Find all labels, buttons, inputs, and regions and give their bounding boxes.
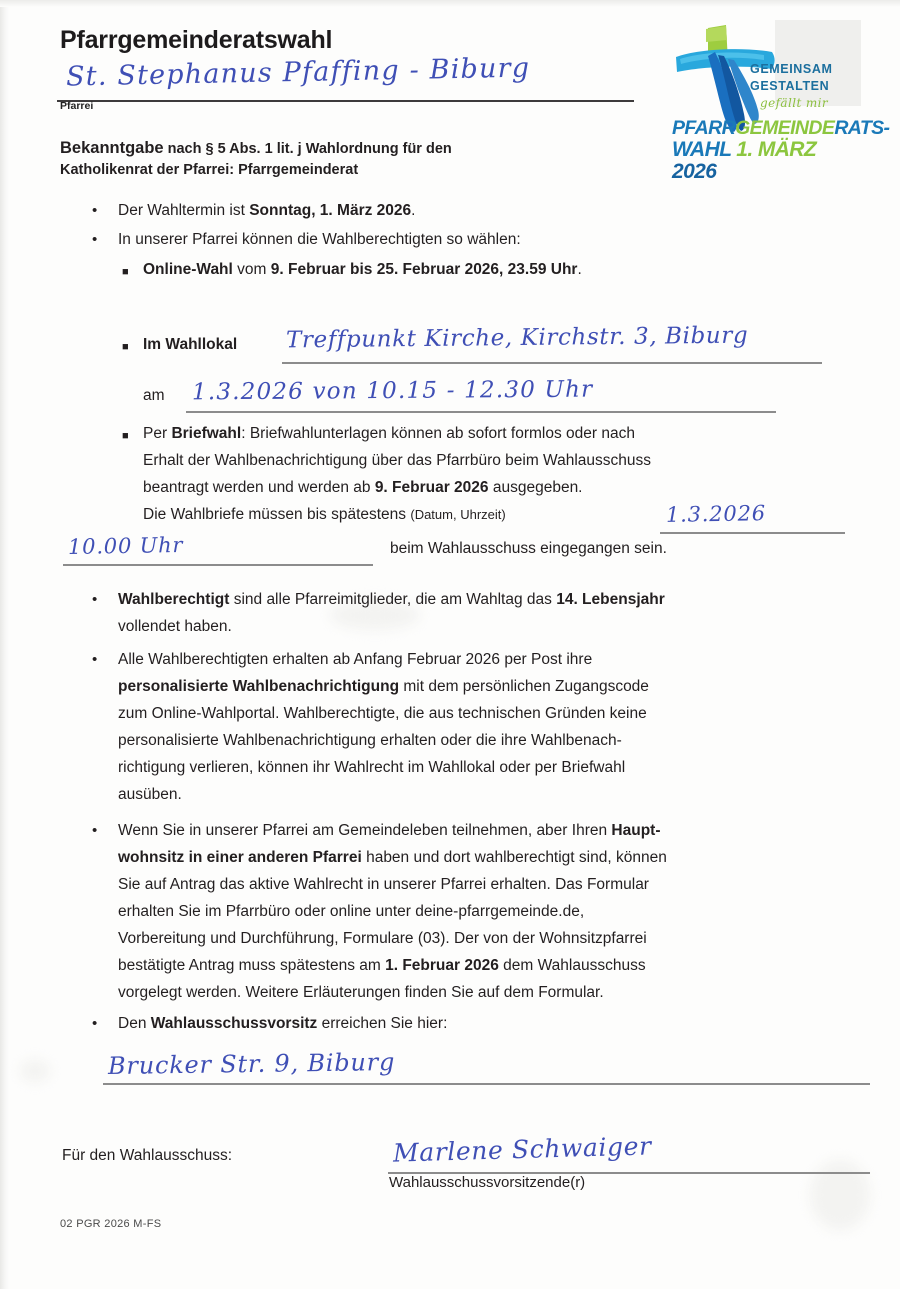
vorsitz-contact-handwritten: Brucker Str. 9, Biburg: [107, 1047, 396, 1081]
logo-headline-line1: [672, 117, 890, 139]
announcement-lead-rest: nach § 5 Abs. 1 lit. j Wahlordnung für den: [163, 141, 452, 157]
vorsitz-suffix: erreichen Sie hier:: [317, 1015, 448, 1032]
list-item-wahlberechtigt: [118, 587, 665, 612]
bullet-square: ■: [122, 430, 129, 442]
briefwahl-line1: : Briefwahlunterlagen können ab sofort formlos oder nach: [241, 425, 635, 442]
logo-headline-line2: [672, 139, 862, 183]
haupt-line6-pre: bestätigte Antrag muss spätestens am: [118, 957, 386, 974]
list-item-vorsitz: [118, 1011, 447, 1036]
signature-caption: Wahlausschussvorsitzende(r): [389, 1174, 586, 1191]
bullet-square: ■: [122, 341, 129, 353]
briefwahl-time-handwritten: 10.00 Uhr: [67, 532, 184, 560]
parish-field-rule: [57, 100, 634, 102]
campaign-logo: [672, 14, 890, 183]
parish-field-label: Pfarrei: [60, 100, 94, 112]
online-wahl-mid: vom: [232, 261, 271, 278]
post-line4: personalisierte Wahlbenachrichtigung erhalten oder die ihre Wahlbenach-: [118, 732, 622, 749]
vorsitz-contact-rule: [103, 1083, 870, 1085]
post-notification-label: personalisierte Wahlbenachrichtigung: [118, 678, 400, 695]
scan-blotch: [810, 1160, 870, 1230]
post-line5: richtigung verlieren, können ihr Wahlrecht im Wahllokal oder per Briefwahl: [118, 759, 626, 776]
wahltermin-date: Sonntag, 1. März 2026: [249, 202, 412, 219]
online-wahl-label: Online-Wahl: [143, 261, 233, 278]
briefwahl-date-rule: [660, 532, 845, 534]
logo-script-claim: gefällt mir: [760, 96, 829, 110]
list-item-hauptwohnsitz: [118, 818, 660, 843]
logo-headline-part-wahl: WAHL: [672, 138, 732, 161]
briefwahl-line4: [143, 502, 506, 527]
logo-claim: [750, 61, 833, 95]
briefwahl-label: Briefwahl: [171, 425, 242, 442]
logo-headline-part-date: 1. MÄRZ: [736, 138, 817, 161]
post-line3: zum Online-Wahlportal. Wahlberechtigte, die aus technischen Gründen keine: [118, 705, 647, 722]
post-line6: ausüben.: [118, 786, 182, 803]
page-title: Pfarrgemeinderatswahl: [60, 26, 333, 54]
wahllokal-handwritten-value: Treffpunkt Kirche, Kirchstr. 3, Biburg: [285, 322, 749, 354]
briefwahl-line5: beim Wahlausschuss eingegangen sein.: [390, 540, 667, 557]
haupt-line2: [118, 845, 667, 870]
bullet-dot: •: [92, 591, 98, 608]
online-wahl-period: 9. Februar bis 25. Februar 2026, 23.59 Uhr: [270, 261, 578, 278]
haupt-line6-post: dem Wahlausschuss: [498, 957, 646, 974]
bullet-dot: •: [92, 822, 98, 839]
briefwahl-prefix: Per: [143, 425, 172, 442]
vorsitz-prefix: Den: [118, 1015, 151, 1032]
online-wahl-suffix: .: [577, 261, 582, 278]
wahllokal-label: Im Wahllokal: [143, 336, 238, 353]
haupt-line4: erhalten Sie im Pfarrbüro oder online unter deine-pfarrgemeinde.de,: [118, 903, 585, 920]
briefwahl-time-rule: [63, 564, 373, 566]
list-item-wahltermin: [118, 198, 415, 223]
vorsitz-label: Wahlausschussvorsitz: [150, 1015, 318, 1032]
briefwahl-line3: [143, 475, 583, 500]
am-label: am: [143, 387, 165, 404]
logo-claim-line2: GESTALTEN: [750, 79, 830, 93]
list-item-wahllokal: [143, 332, 237, 357]
announcement-heading: [60, 138, 660, 181]
signature-handwritten: Marlene Schwaiger: [392, 1131, 652, 1168]
haupt-residence-label: wohnsitz in einer anderen Pfarrei: [118, 849, 362, 866]
list-item-post: Alle Wahlberechtigten erhalten ab Anfang Februar 2026 per Post ihre: [118, 651, 593, 668]
post-line2: [118, 674, 649, 699]
briefwahl-issue-date: 9. Februar 2026: [374, 479, 489, 496]
announcement-lead: Bekanntgabe: [60, 139, 164, 157]
for-committee-label: Für den Wahlausschuss:: [62, 1147, 233, 1164]
haupt-application-deadline: 1. Februar 2026: [385, 957, 499, 974]
bullet-dot: •: [92, 231, 98, 248]
haupt-line6: [118, 953, 646, 978]
briefwahl-line3-post: ausgegeben.: [488, 479, 583, 496]
form-code-footer: 02 PGR 2026 M-FS: [60, 1218, 162, 1230]
haupt-line1-bold: Haupt-: [611, 822, 661, 839]
wahlberechtigt-age: 14. Lebensjahr: [556, 591, 665, 608]
list-item-briefwahl: [143, 421, 635, 446]
briefwahl-deadline-hint: (Datum, Uhrzeit): [410, 507, 506, 522]
briefwahl-line2: Erhalt der Wahlbenachrichtigung über das Pfarrbüro beim Wahlausschuss: [143, 452, 652, 469]
scan-blotch: [20, 1060, 50, 1082]
haupt-line2-text: haben und dort wahlberechtigt sind, können: [361, 849, 667, 866]
am-handwritten-value: 1.3.2026 von 10.15 - 12.30 Uhr: [191, 376, 594, 406]
bullet-dot: •: [92, 651, 98, 668]
bullet-dot: •: [92, 1015, 98, 1032]
wahlberechtigt-label: Wahlberechtigt: [118, 591, 230, 608]
wahltermin-prefix: Der Wahltermin ist: [118, 202, 250, 219]
am-rule: [186, 411, 776, 413]
haupt-line3: Sie auf Antrag das aktive Wahlrecht in unserer Pfarrei erhalten. Das Formular: [118, 876, 649, 893]
list-item-online-wahl: [143, 257, 582, 282]
post-notification-text: mit dem persönlichen Zugangscode: [399, 678, 649, 695]
briefwahl-line3-pre: beantragt werden und werden ab: [143, 479, 375, 496]
bullet-dot: •: [92, 202, 98, 219]
scan-edge-left: [0, 0, 9, 1289]
briefwahl-deadline-text: Die Wahlbriefe müssen bis spätestens: [143, 506, 411, 523]
wahlberechtigt-line2: vollendet haben.: [118, 618, 232, 635]
logo-claim-line1: GEMEINSAM: [750, 62, 833, 76]
scan-edge-top: [0, 0, 900, 7]
haupt-line5: Vorbereitung und Durchführung, Formulare (03). Der von der Wohnsitzpfarrei: [118, 930, 647, 947]
list-item-modes-intro: In unserer Pfarrei können die Wahlberechtigten so wählen:: [118, 231, 521, 248]
briefwahl-date-handwritten: 1.3.2026: [665, 501, 767, 527]
logo-headline-part-rats: RATS-: [834, 117, 890, 139]
logo-headline-part-pfarr: PFARR: [672, 117, 736, 139]
logo-headline-part-gemeinde: GEMEINDE: [735, 117, 835, 139]
wahltermin-suffix: .: [411, 202, 416, 219]
haupt-line1-text: Wenn Sie in unserer Pfarrei am Gemeindeleben teilnehmen, aber Ihren: [118, 822, 612, 839]
wahlberechtigt-text: sind alle Pfarreimitglieder, die am Wahltag das: [229, 591, 557, 608]
parish-handwritten-value: St. Stephanus Pfaffing - Biburg: [65, 52, 531, 93]
logo-headline: [672, 117, 890, 183]
logo-headline-part-year: 2026: [672, 160, 717, 183]
haupt-line7: vorgelegt werden. Weitere Erläuterungen finden Sie auf dem Formular.: [118, 984, 604, 1001]
bullet-square: ■: [122, 266, 129, 278]
announcement-line2: Katholikenrat der Pfarrei: Pfarrgemeinderat: [60, 162, 359, 178]
wahllokal-rule: [282, 362, 822, 364]
